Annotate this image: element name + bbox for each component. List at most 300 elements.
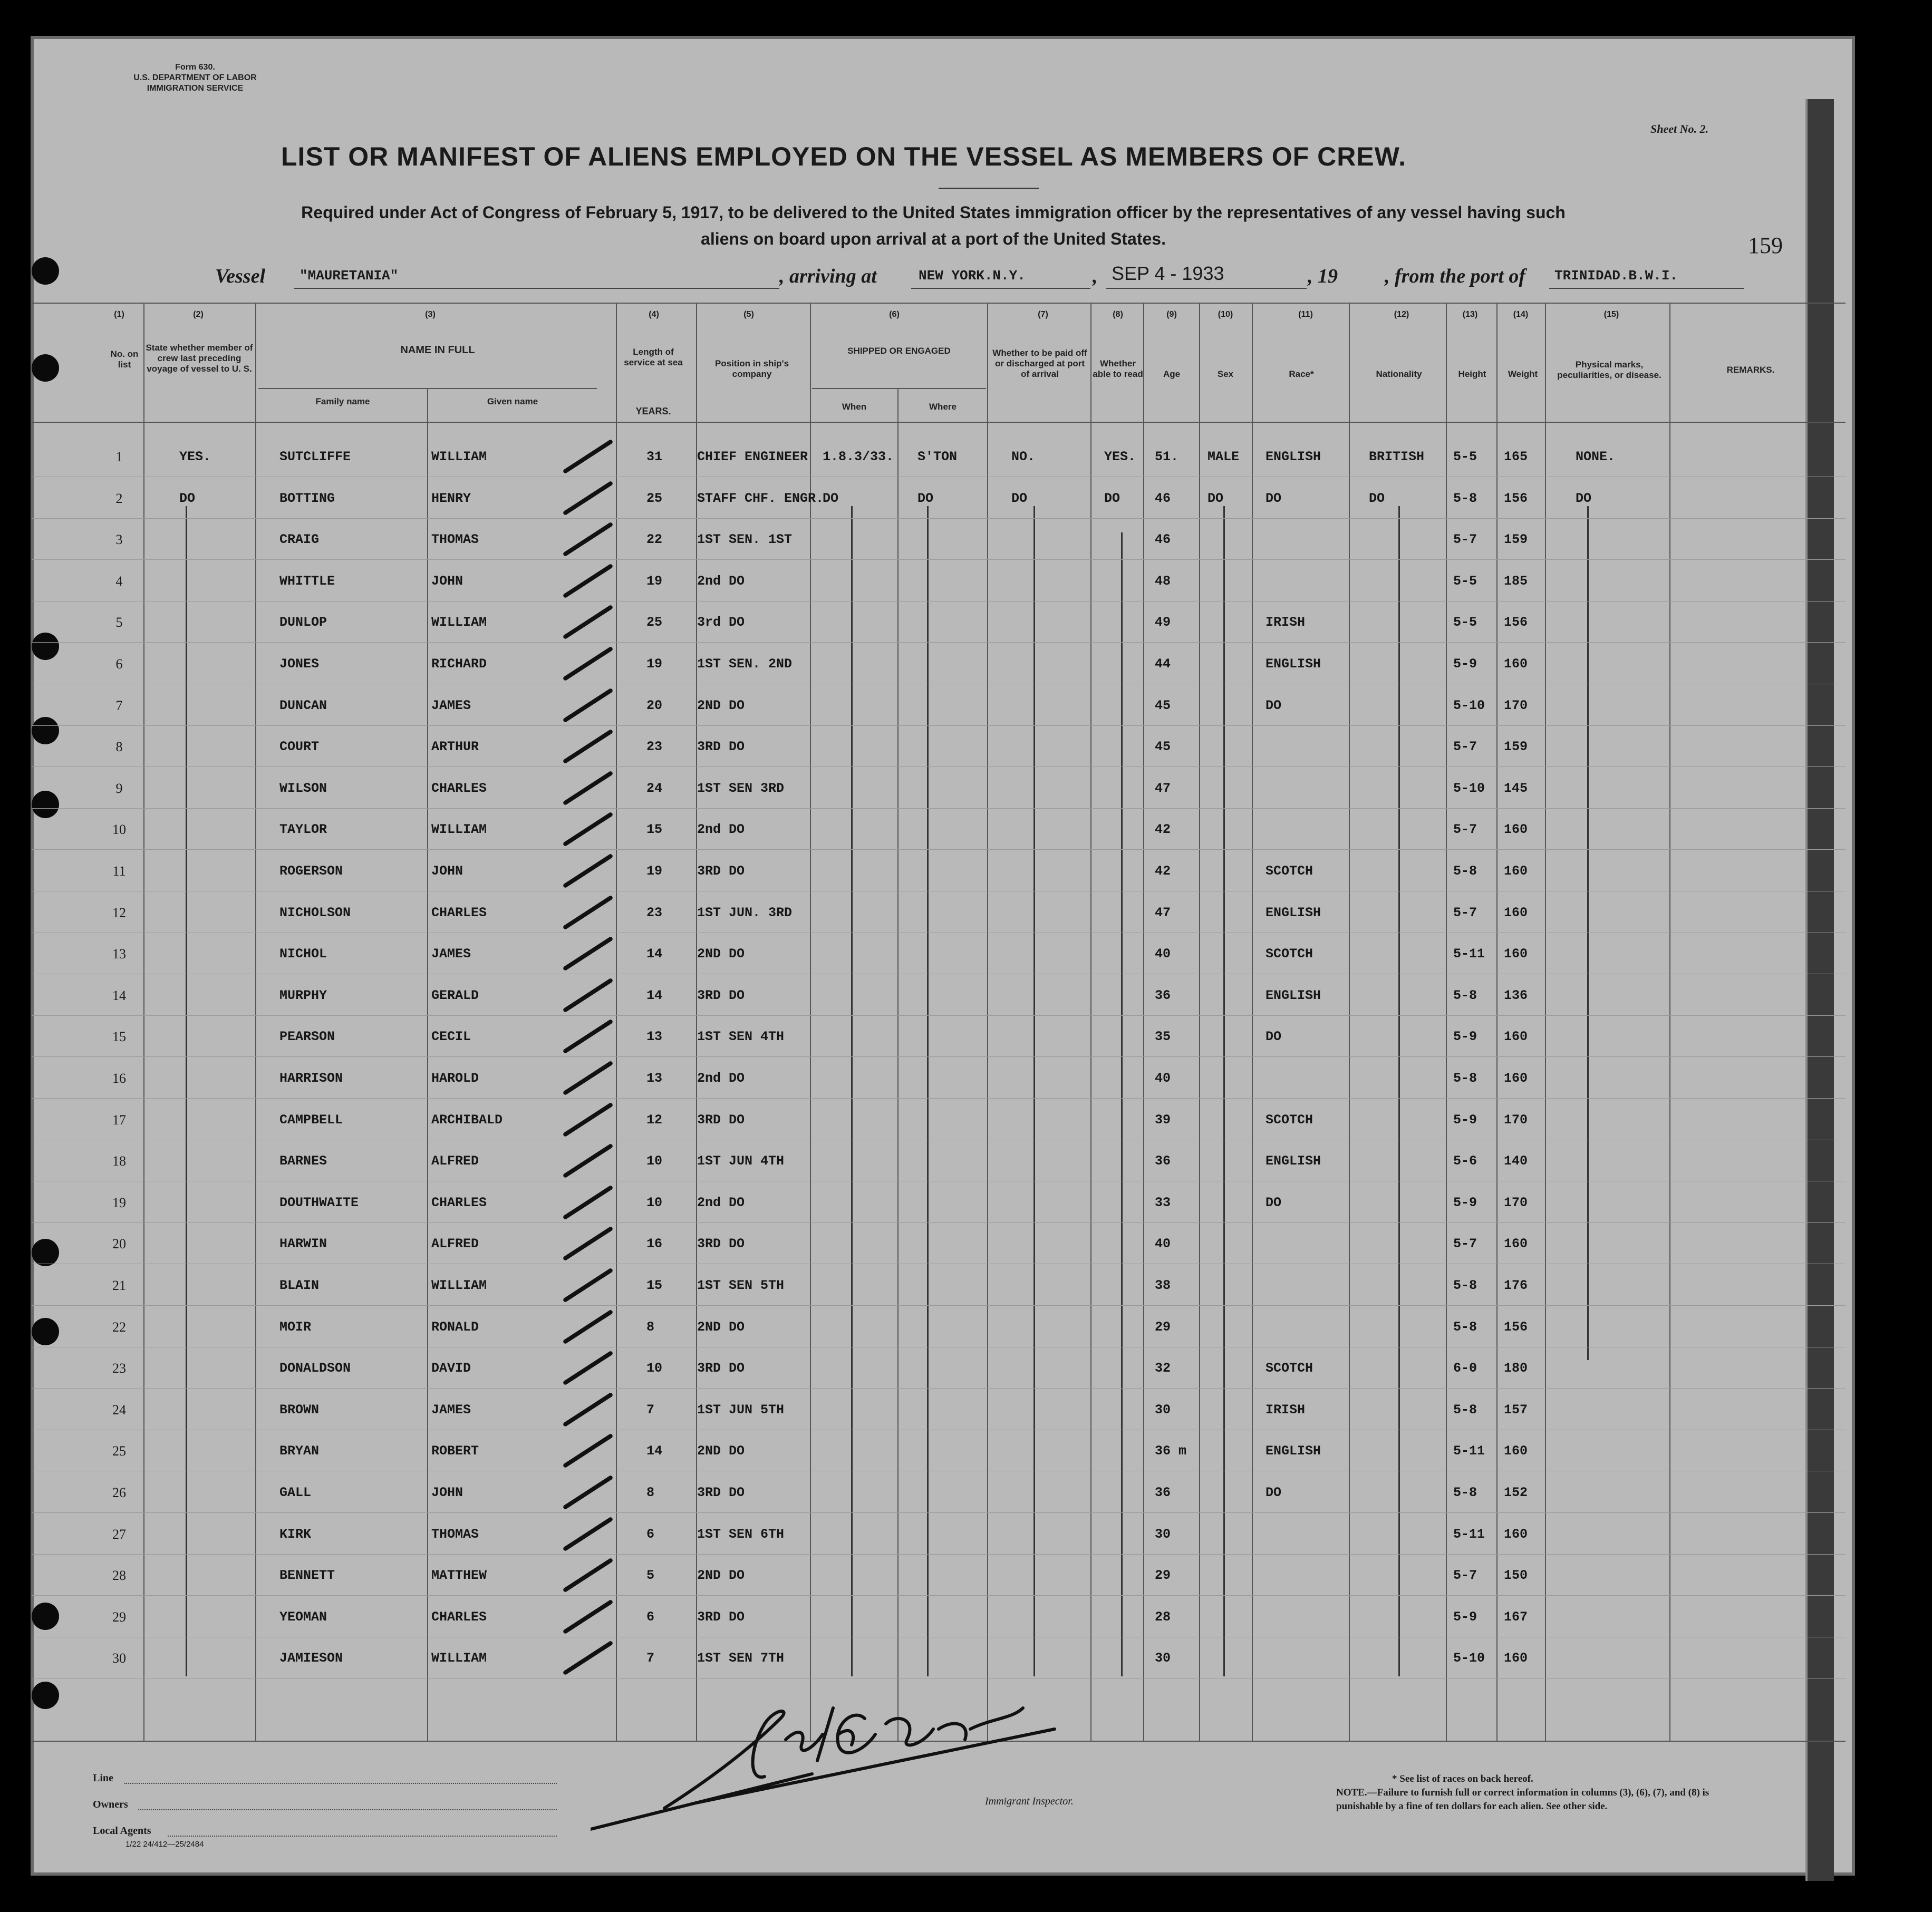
- years-cell: 31: [646, 449, 663, 464]
- height-cell: 5-6: [1453, 1153, 1477, 1169]
- family-name-cell: JONES: [279, 656, 320, 672]
- hdr-state-whether: State whether member of crew last preceding voyage of vessel to U. S.: [146, 343, 253, 374]
- age-cell: 42: [1155, 822, 1171, 838]
- col-num-8: (8): [1113, 310, 1123, 319]
- height-cell: 5-7: [1453, 1236, 1477, 1252]
- row-number: 30: [112, 1651, 126, 1666]
- race-cell: ENGLISH: [1266, 905, 1321, 920]
- hdr-race: Race*: [1289, 369, 1314, 379]
- weight-cell: 150: [1504, 1568, 1528, 1584]
- position-cell: 2ND DO: [697, 697, 745, 713]
- age-cell: 40: [1155, 1236, 1171, 1252]
- years-cell: 23: [646, 905, 663, 920]
- age-cell: 48: [1155, 573, 1171, 589]
- row-number: 29: [112, 1609, 126, 1625]
- years-cell: 7: [646, 1651, 655, 1666]
- weight-cell: 156: [1504, 1319, 1528, 1335]
- age-cell: 44: [1155, 656, 1171, 672]
- row-rule: [32, 1388, 1846, 1389]
- family-name-cell: HARWIN: [279, 1236, 327, 1252]
- years-cell: 6: [646, 1609, 655, 1625]
- age-cell: 46: [1155, 532, 1171, 548]
- row-number: 17: [112, 1112, 126, 1128]
- col-num-14: (14): [1513, 310, 1529, 319]
- position-cell: STAFF CHF. ENGR.: [697, 490, 824, 506]
- race-cell: ENGLISH: [1266, 656, 1321, 672]
- years-cell: 25: [646, 490, 663, 506]
- row-number: 8: [115, 739, 123, 755]
- family-name-cell: ROGERSON: [279, 863, 343, 879]
- given-name-cell: RICHARD: [431, 656, 487, 672]
- given-name-cell: ARCHIBALD: [431, 1112, 503, 1128]
- family-name-cell: GALL: [279, 1485, 312, 1500]
- weight-cell: 160: [1504, 1443, 1528, 1459]
- years-cell: 6: [646, 1526, 655, 1542]
- family-name-cell: HARRISON: [279, 1071, 343, 1086]
- given-name-cell: JOHN: [431, 1485, 463, 1500]
- height-cell: 5-7: [1453, 532, 1477, 548]
- given-name-cell: WILLIAM: [431, 822, 487, 838]
- given-name-cell: HENRY: [431, 490, 471, 506]
- age-cell: 32: [1155, 1361, 1171, 1376]
- ditto-stroke-read: [1121, 532, 1123, 1676]
- hdr-remarks: REMARKS.: [1726, 365, 1775, 375]
- local-agents-label: Local Agents: [93, 1825, 151, 1837]
- race-cell: SCOTCH: [1266, 863, 1313, 879]
- position-cell: 2ND DO: [697, 1568, 745, 1584]
- nationality-cell: BRITISH: [1369, 449, 1425, 464]
- col-num-4: (4): [649, 310, 659, 319]
- years-cell: 24: [646, 780, 663, 796]
- hdr-shipped: SHIPPED OR ENGAGED: [847, 346, 951, 356]
- hdr-able-to-read: Whether able to read: [1093, 358, 1143, 379]
- age-cell: 45: [1155, 739, 1171, 755]
- given-name-cell: THOMAS: [431, 532, 479, 548]
- when-cell: DO: [823, 490, 839, 506]
- given-name-cell: DAVID: [431, 1361, 471, 1376]
- weight-cell: 145: [1504, 780, 1528, 796]
- weight-cell: 156: [1504, 490, 1528, 506]
- height-cell: 5-10: [1453, 697, 1485, 713]
- height-cell: 5-8: [1453, 1319, 1477, 1335]
- age-cell: 30: [1155, 1526, 1171, 1542]
- years-cell: 8: [646, 1319, 655, 1335]
- document-subtitle: [200, 199, 1666, 252]
- row-number: 6: [115, 656, 123, 672]
- rule-top: [32, 303, 1846, 304]
- position-cell: 3RD DO: [697, 1485, 745, 1500]
- race-cell: IRISH: [1266, 1402, 1306, 1418]
- rule-header-bottom: [32, 422, 1846, 423]
- weight-cell: 160: [1504, 863, 1528, 879]
- given-name-cell: CHARLES: [431, 905, 487, 920]
- col-num-12: (12): [1394, 310, 1409, 319]
- family-name-cell: MURPHY: [279, 987, 327, 1003]
- arriving-label: , arriving at: [779, 265, 877, 287]
- form-number: Form 630.: [175, 63, 215, 72]
- given-name-cell: JAMES: [431, 946, 471, 962]
- given-name-cell: WILLIAM: [431, 1651, 487, 1666]
- weight-cell: 185: [1504, 573, 1528, 589]
- years-cell: 10: [646, 1153, 663, 1169]
- years-cell: 5: [646, 1568, 655, 1584]
- position-cell: 2ND DO: [697, 946, 745, 962]
- col-num-1: (1): [114, 310, 124, 319]
- row-number: 27: [112, 1526, 126, 1542]
- row-number: 18: [112, 1153, 126, 1169]
- age-cell: 42: [1155, 863, 1171, 879]
- row-number: 3: [115, 532, 123, 548]
- height-cell: 5-8: [1453, 490, 1477, 506]
- given-name-cell: WILLIAM: [431, 615, 487, 630]
- family-name-cell: BARNES: [279, 1153, 327, 1169]
- line-label: Line: [93, 1772, 113, 1784]
- row-number: 28: [112, 1568, 126, 1584]
- weight-cell: 152: [1504, 1485, 1528, 1500]
- age-cell: 36: [1155, 987, 1171, 1003]
- given-name-cell: ARTHUR: [431, 739, 479, 755]
- given-name-cell: CHARLES: [431, 1195, 487, 1210]
- row-rule: [32, 1015, 1846, 1016]
- years-cell: 7: [646, 1402, 655, 1418]
- position-cell: 1ST SEN 7TH: [697, 1651, 785, 1666]
- row-number: 1: [115, 449, 123, 464]
- from-port: TRINIDAD.B.W.I.: [1554, 268, 1678, 284]
- family-name-cell: BOTTING: [279, 490, 335, 506]
- years-cell: 25: [646, 615, 663, 630]
- family-name-cell: WHITTLE: [279, 573, 335, 589]
- height-cell: 5-5: [1453, 449, 1477, 464]
- given-name-cell: JOHN: [431, 573, 463, 589]
- years-cell: 16: [646, 1236, 663, 1252]
- height-cell: 5-7: [1453, 822, 1477, 838]
- race-cell: SCOTCH: [1266, 1112, 1313, 1128]
- family-name-cell: WILSON: [279, 780, 327, 796]
- given-name-cell: ALFRED: [431, 1236, 479, 1252]
- age-cell: 36 m: [1155, 1443, 1187, 1459]
- position-cell: 1ST JUN 5TH: [697, 1402, 785, 1418]
- inspector-signature: [591, 1676, 1086, 1835]
- when-cell: 1.8.3/33.: [823, 449, 894, 464]
- ditto-stroke-state: [186, 506, 187, 1676]
- row-rule: [32, 518, 1846, 519]
- years-cell: 14: [646, 946, 663, 962]
- hdr-physical: Physical marks, peculiarities, or disease.: [1557, 360, 1661, 380]
- footnotes: [1318, 1772, 1730, 1813]
- position-cell: 3RD DO: [697, 987, 745, 1003]
- row-number: 11: [112, 863, 126, 879]
- height-cell: 5-9: [1453, 1195, 1477, 1210]
- given-name-cell: WILLIAM: [431, 1278, 487, 1293]
- hdr-weight: Weight: [1508, 369, 1538, 379]
- col-num-6: (6): [889, 310, 900, 319]
- age-cell: 29: [1155, 1319, 1171, 1335]
- row-rule: [32, 1056, 1846, 1057]
- date-stamp: SEP 4 - 1933: [1112, 263, 1224, 284]
- given-name-cell: HAROLD: [431, 1071, 479, 1086]
- height-cell: 5-9: [1453, 1029, 1477, 1045]
- family-name-cell: NICHOL: [279, 946, 327, 962]
- paid-off-cell: DO: [1011, 490, 1028, 506]
- hdr-nationality: Nationality: [1376, 369, 1422, 379]
- row-rule: [32, 725, 1846, 726]
- ditto-stroke-where: [927, 506, 929, 1676]
- race-cell: DO: [1266, 697, 1282, 713]
- comma: ,: [1093, 265, 1098, 287]
- position-cell: 2nd DO: [697, 1071, 745, 1086]
- vrule: [427, 388, 428, 1741]
- position-cell: 2nd DO: [697, 573, 745, 589]
- weight-cell: 159: [1504, 739, 1528, 755]
- weight-cell: 160: [1504, 656, 1528, 672]
- col-num-2: (2): [193, 310, 204, 319]
- years-cell: 14: [646, 1443, 663, 1459]
- age-cell: 30: [1155, 1651, 1171, 1666]
- row-number: 21: [112, 1278, 126, 1293]
- family-name-cell: BROWN: [279, 1402, 320, 1418]
- punch-hole: [32, 717, 59, 744]
- vessel-name-rule: [294, 288, 779, 289]
- vessel-name: "MAURETANIA": [300, 268, 399, 284]
- row-number: 25: [112, 1443, 126, 1459]
- punch-hole: [32, 1682, 59, 1709]
- height-cell: 5-10: [1453, 780, 1485, 796]
- position-cell: 1ST SEN 4TH: [697, 1029, 785, 1045]
- family-name-cell: DONALDSON: [279, 1361, 351, 1376]
- row-rule: [32, 1222, 1846, 1223]
- position-cell: 1ST SEN 5TH: [697, 1278, 785, 1293]
- years-cell: 19: [646, 656, 663, 672]
- race-cell: DO: [1266, 1029, 1282, 1045]
- punch-hole: [32, 633, 59, 660]
- race-cell: DO: [1266, 1485, 1282, 1500]
- physical-cell: DO: [1576, 490, 1592, 506]
- page-number: 159: [1748, 232, 1783, 258]
- weight-cell: 160: [1504, 946, 1528, 962]
- given-name-cell: ROBERT: [431, 1443, 479, 1459]
- hdr-height: Height: [1458, 369, 1486, 379]
- year-label: , 19: [1308, 265, 1338, 287]
- punch-hole: [32, 1603, 59, 1630]
- row-number: 9: [115, 780, 123, 796]
- years-cell: 10: [646, 1195, 663, 1210]
- position-cell: 2ND DO: [697, 1443, 745, 1459]
- state-cell: DO: [179, 490, 196, 506]
- weight-cell: 170: [1504, 697, 1528, 713]
- vrule: [897, 388, 899, 1741]
- row-number: 15: [112, 1029, 126, 1045]
- weight-cell: 170: [1504, 1195, 1528, 1210]
- years-cell: 13: [646, 1071, 663, 1086]
- years-cell: 15: [646, 822, 663, 838]
- subtitle-line-2: aliens on board upon arrival at a port of the United States.: [701, 229, 1166, 248]
- punch-hole: [32, 257, 59, 285]
- height-cell: 5-8: [1453, 863, 1477, 879]
- row-number: 16: [112, 1071, 126, 1086]
- able-to-read-cell: YES.: [1104, 449, 1136, 464]
- subtitle-line-1: Required under Act of Congress of February 5, 1917, to be delivered to the United States immigration officer by the representatives of any vessel having such: [301, 203, 1566, 222]
- family-name-cell: PEARSON: [279, 1029, 335, 1045]
- row-number: 5: [115, 615, 123, 630]
- weight-cell: 159: [1504, 532, 1528, 548]
- weight-cell: 176: [1504, 1278, 1528, 1293]
- able-to-read-cell: DO: [1104, 490, 1120, 506]
- years-cell: 23: [646, 739, 663, 755]
- hdr-years: YEARS.: [635, 406, 671, 416]
- position-cell: 3RD DO: [697, 739, 745, 755]
- state-cell: YES.: [179, 449, 211, 464]
- document-title: LIST OR MANIFEST OF ALIENS EMPLOYED ON THE VESSEL AS MEMBERS OF CREW.: [281, 142, 1406, 171]
- form-print-code: 1/22 24/412—25/2484: [125, 1840, 204, 1849]
- row-rule: [32, 642, 1846, 643]
- row-number: 24: [112, 1402, 126, 1418]
- row-number: 26: [112, 1485, 126, 1500]
- hdr-length-service: Length of service at sea: [624, 347, 683, 367]
- given-name-cell: CHARLES: [431, 1609, 487, 1625]
- given-name-cell: JAMES: [431, 697, 471, 713]
- hdr-name-in-full: NAME IN FULL: [400, 344, 475, 356]
- row-rule: [32, 559, 1846, 560]
- given-name-cell: CECIL: [431, 1029, 471, 1045]
- age-cell: 51.: [1155, 449, 1179, 464]
- weight-cell: 160: [1504, 1029, 1528, 1045]
- owners-dotline: [138, 1809, 557, 1810]
- hdr-family-name: Family name: [315, 396, 370, 406]
- age-cell: 45: [1155, 697, 1171, 713]
- weight-cell: 170: [1504, 1112, 1528, 1128]
- given-name-cell: CHARLES: [431, 780, 487, 796]
- row-number: 23: [112, 1361, 126, 1376]
- hdr-age: Age: [1163, 369, 1181, 379]
- ditto-stroke-nationality: [1398, 506, 1400, 1676]
- race-cell: ENGLISH: [1266, 1443, 1321, 1459]
- family-name-cell: CRAIG: [279, 532, 320, 548]
- col-num-9: (9): [1166, 310, 1177, 319]
- age-cell: 49: [1155, 615, 1171, 630]
- height-cell: 5-10: [1453, 1651, 1485, 1666]
- position-cell: CHIEF ENGINEER: [697, 449, 808, 464]
- family-name-cell: DOUTHWAITE: [279, 1195, 359, 1210]
- race-cell: DO: [1266, 490, 1282, 506]
- weight-cell: 156: [1504, 615, 1528, 630]
- position-cell: 1ST SEN. 2ND: [697, 656, 793, 672]
- ditto-stroke-when: [851, 506, 853, 1676]
- race-cell: DO: [1266, 1195, 1282, 1210]
- note-races: * See list of races on back hereof.: [1392, 1773, 1533, 1784]
- age-cell: 47: [1155, 905, 1171, 920]
- weight-cell: 160: [1504, 1071, 1528, 1086]
- row-number: 14: [112, 987, 126, 1003]
- nationality-cell: DO: [1369, 490, 1385, 506]
- row-number: 20: [112, 1236, 126, 1252]
- height-cell: 5-9: [1453, 656, 1477, 672]
- ditto-stroke-paid: [1033, 506, 1035, 1676]
- family-name-cell: NICHOLSON: [279, 905, 351, 920]
- years-cell: 19: [646, 863, 663, 879]
- years-cell: 12: [646, 1112, 663, 1128]
- position-cell: 1ST JUN. 3RD: [697, 905, 793, 920]
- sheet-number: Sheet No. 2.: [1650, 122, 1708, 135]
- height-cell: 5-8: [1453, 1485, 1477, 1500]
- row-number: 7: [115, 697, 123, 713]
- age-cell: 47: [1155, 780, 1171, 796]
- row-rule: [32, 1595, 1846, 1596]
- race-cell: SCOTCH: [1266, 1361, 1313, 1376]
- arriving-port: NEW YORK.N.Y.: [919, 268, 1026, 284]
- position-cell: 1ST SEN 3RD: [697, 780, 785, 796]
- height-cell: 5-8: [1453, 987, 1477, 1003]
- hdr-where: Where: [929, 402, 957, 412]
- vessel-line: [215, 265, 1744, 294]
- family-name-cell: DUNCAN: [279, 697, 327, 713]
- given-name-cell: JAMES: [431, 1402, 471, 1418]
- hdr-sex: Sex: [1217, 369, 1234, 379]
- weight-cell: 157: [1504, 1402, 1528, 1418]
- height-cell: 5-7: [1453, 739, 1477, 755]
- from-port-rule: [1549, 288, 1744, 289]
- height-cell: 5-11: [1453, 1526, 1485, 1542]
- height-cell: 5-9: [1453, 1609, 1477, 1625]
- family-name-cell: DUNLOP: [279, 615, 327, 630]
- weight-cell: 180: [1504, 1361, 1528, 1376]
- vessel-label: Vessel: [215, 265, 265, 287]
- years-cell: 20: [646, 697, 663, 713]
- position-cell: 3RD DO: [697, 863, 745, 879]
- row-rule: [32, 766, 1846, 767]
- punch-hole: [32, 1239, 59, 1266]
- family-name-cell: BRYAN: [279, 1443, 320, 1459]
- position-cell: 1ST SEN. 1ST: [697, 532, 793, 548]
- where-cell: S'TON: [917, 449, 958, 464]
- row-number: 13: [112, 946, 126, 962]
- row-rule: [32, 1554, 1846, 1555]
- years-cell: 10: [646, 1361, 663, 1376]
- family-name-cell: KIRK: [279, 1526, 312, 1542]
- race-cell: SCOTCH: [1266, 946, 1313, 962]
- weight-cell: 165: [1504, 449, 1528, 464]
- local-agents-dotline: [168, 1836, 557, 1837]
- sex-cell: MALE: [1208, 449, 1240, 464]
- arriving-rule: [911, 288, 1090, 289]
- height-cell: 5-7: [1453, 905, 1477, 920]
- height-cell: 5-8: [1453, 1071, 1477, 1086]
- row-rule: [32, 1512, 1846, 1513]
- col-num-13: (13): [1462, 310, 1478, 319]
- row-number: 10: [112, 822, 126, 838]
- ditto-stroke-sex: [1223, 506, 1225, 1676]
- row-number: 19: [112, 1195, 126, 1210]
- date-rule: [1106, 288, 1307, 289]
- height-cell: 5-9: [1453, 1112, 1477, 1128]
- weight-cell: 160: [1504, 1651, 1528, 1666]
- col-num-15: (15): [1603, 310, 1619, 319]
- position-cell: 1ST SEN 6TH: [697, 1526, 785, 1542]
- height-cell: 5-8: [1453, 1402, 1477, 1418]
- title-rule: [939, 188, 1039, 189]
- race-cell: IRISH: [1266, 615, 1306, 630]
- given-name-cell: MATTHEW: [431, 1568, 487, 1584]
- position-cell: 3RD DO: [697, 1112, 745, 1128]
- family-name-cell: YEOMAN: [279, 1609, 327, 1625]
- punch-hole: [32, 354, 59, 382]
- age-cell: 46: [1155, 490, 1171, 506]
- height-cell: 5-11: [1453, 946, 1485, 962]
- weight-cell: 160: [1504, 1526, 1528, 1542]
- age-cell: 36: [1155, 1153, 1171, 1169]
- race-cell: ENGLISH: [1266, 987, 1321, 1003]
- years-cell: 8: [646, 1485, 655, 1500]
- inspector-label: Immigrant Inspector.: [985, 1795, 1074, 1807]
